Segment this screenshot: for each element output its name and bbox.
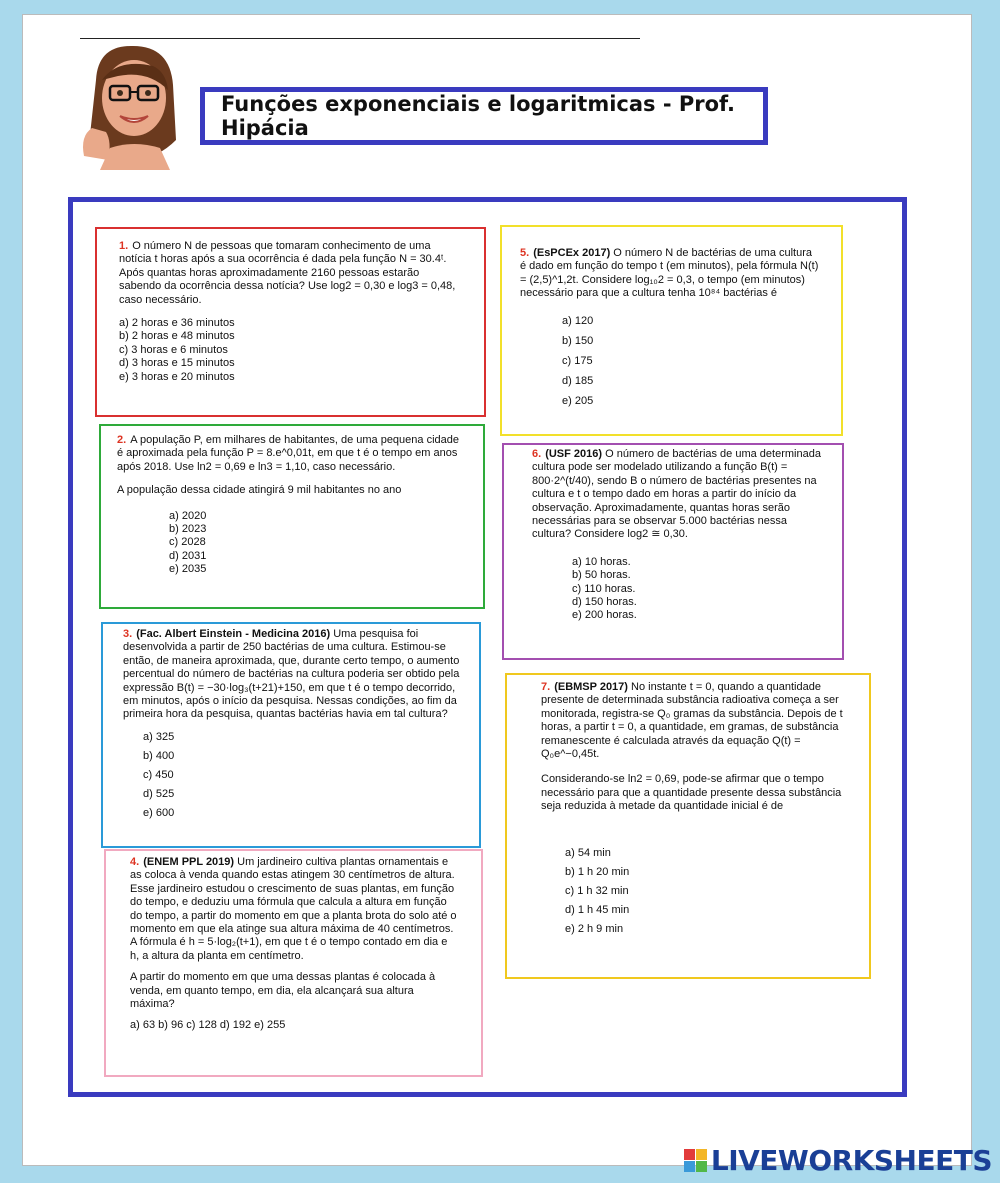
option-b[interactable]: b) 1 h 20 min [565, 865, 630, 878]
option-d[interactable]: d) 150 horas. [572, 596, 637, 609]
option-a[interactable]: a) 120 [562, 314, 594, 327]
question-5 [500, 225, 843, 436]
option-a[interactable]: a) 325 [143, 730, 175, 743]
option-a[interactable]: a) 10 horas. [572, 555, 631, 568]
option-c[interactable]: c) 3 horas e 6 minutos [119, 343, 228, 356]
option-b[interactable]: b) 150 [562, 334, 594, 347]
teacher-avatar [78, 40, 188, 170]
option-a[interactable]: a) 2020 [169, 509, 207, 522]
option-e[interactable]: e) 3 horas e 20 minutos [119, 370, 235, 383]
question-7 [505, 673, 871, 979]
question-number: 6. [532, 448, 542, 460]
question-number: 2. [117, 434, 127, 446]
answer-options [169, 510, 467, 577]
question-text: No instante t = 0, quando a quantidade presente de determinada substância radioativa começa a ser monitorada, registra-se Q₀ gramas da substância. Depois de t horas, a partir t = 0, a quantidade, em gramas, de substância remanescente é calculada através da equação Q(t) = Q₀e^−0,45t. [541, 681, 843, 761]
option-d[interactable]: d) 1 h 45 min [565, 903, 630, 916]
question-text: Um jardineiro cultiva plantas ornamentais e as coloca à venda quando estas atingem 30 centímetros de altura. Esse jardineiro estudou o crescimento de suas plantas, em função do tempo, e deduziu uma fórmula que calcula a altura em função do tempo, a partir do momento em que a planta brota do solo até o momento em que ela atinge sua altura máxima de 40 centímetros. A fórmula é h = 5·log₂(t+1), em que t é o tempo contado em dia e h, a altura da planta em centímetro. [130, 856, 457, 962]
option-b[interactable]: b) 2 horas e 48 minutos [119, 330, 235, 343]
option-d[interactable]: d) 525 [143, 787, 175, 800]
question-3 [101, 622, 481, 848]
question-source: (EsPCEx 2017) [533, 247, 611, 259]
question-source: (Fac. Albert Einstein - Medicina 2016) [136, 628, 331, 640]
question-number: 1. [119, 240, 129, 252]
question-number: 5. [520, 247, 530, 259]
liveworksheets-logo-icon [684, 1149, 707, 1172]
answer-options [119, 317, 462, 384]
option-a[interactable]: a) 54 min [565, 846, 611, 859]
question-1 [95, 227, 486, 417]
question-4 [104, 849, 483, 1077]
option-e[interactable]: e) 2 h 9 min [565, 922, 624, 935]
answer-options [562, 311, 819, 411]
liveworksheets-footer[interactable] [684, 1144, 992, 1177]
option-d[interactable]: d) 185 [562, 374, 594, 387]
option-c[interactable]: c) 2028 [169, 536, 206, 549]
answer-options [572, 556, 824, 623]
option-d[interactable]: d) 2031 [169, 549, 207, 562]
question-source: (ENEM PPL 2019) [143, 856, 235, 868]
option-c[interactable]: c) 1 h 32 min [565, 884, 629, 897]
option-b[interactable]: b) 2023 [169, 523, 207, 536]
answer-options [143, 728, 461, 823]
worksheet-title-box [200, 87, 768, 145]
question-number: 7. [541, 681, 551, 693]
question-text: O número de bactérias de uma determinada cultura pode ser modelado utilizando a função B(t) = 800·2^(t/40), sendo B o número de bactérias presentes na cultura e t o tempo dado em horas a partir do início da observação. Aproximadamente, quantas horas serão necessárias para se observar 5.000 bactérias nessa cultura? Considere log2 ≅ 0,30. [532, 448, 821, 541]
option-b[interactable]: b) 50 horas. [572, 569, 631, 582]
option-e[interactable]: e) 2035 [169, 563, 207, 576]
question-number: 3. [123, 628, 133, 640]
answer-options[interactable]: a) 63 b) 96 c) 128 d) 192 e) 255 [130, 1019, 286, 1032]
question-prompt: Considerando-se ln2 = 0,69, pode-se afirmar que o tempo necessário para que a quantidade presente dessa substância seja reduzida à metade da quantidade inicial é de [541, 773, 842, 813]
question-source: (USF 2016) [545, 448, 603, 460]
option-d[interactable]: d) 3 horas e 15 minutos [119, 357, 235, 370]
option-c[interactable]: c) 110 horas. [572, 582, 636, 595]
worksheet-title: Funções exponenciais e logaritmicas - Prof. Hipácia [221, 92, 735, 140]
name-line [80, 38, 640, 39]
option-e[interactable]: e) 205 [562, 394, 594, 407]
option-a[interactable]: a) 2 horas e 36 minutos [119, 317, 235, 330]
answer-options [565, 844, 855, 939]
option-e[interactable]: e) 600 [143, 806, 175, 819]
question-prompt: A partir do momento em que uma dessas plantas é colocada à venda, em quanto tempo, em dia, ela alcançará sua altura máxima? [130, 971, 436, 1011]
question-prompt: A população dessa cidade atingirá 9 mil habitantes no ano [117, 484, 402, 497]
option-b[interactable]: b) 400 [143, 749, 175, 762]
question-text: O número N de bactérias de uma cultura é dado em função do tempo t (em minutos), pela fórmula N(t) = (2,5)^1,2t. Considere log₁₀2 = 0,3, o tempo (em minutos) necessário para que a cultura tenha 10⁸⁴ bactérias é [520, 247, 819, 300]
question-text: A população P, em milhares de habitantes, de uma pequena cidade é aproximada pela função P = 8.e^0,01t, em que t é o tempo em anos após 2018. Use ln2 = 0,69 e ln3 = 1,10, caso necessário. [117, 434, 459, 473]
option-e[interactable]: e) 200 horas. [572, 609, 637, 622]
option-c[interactable]: c) 450 [143, 768, 174, 781]
question-text: O número N de pessoas que tomaram conhecimento de uma notícia t horas após a sua ocorrência é dada pela função N = 30.4ᵗ. Após quantas horas aproximadamente 2160 pessoas estarão sabendo da ocorrência dessa notícia? Use log2 = 0,30 e log3 = 0,48, caso necessário. [119, 240, 456, 306]
option-c[interactable]: c) 175 [562, 354, 593, 367]
question-2 [99, 424, 485, 609]
question-number: 4. [130, 856, 140, 868]
liveworksheets-brand: LIVEWORKSHEETS [710, 1144, 992, 1177]
question-source: (EBMSP 2017) [554, 681, 628, 693]
question-text: Uma pesquisa foi desenvolvida a partir de 250 bactérias de uma cultura. Estimou-se então, de maneira aproximada, que, durante certo tempo, o aumento percentual do número de bactérias na cultura poderia ser obtido pela expressão B(t) = −30·log₃(t+21)+150, em que t é o tempo decorrido, em minutos, após o início da pesquisa. Nessas condições, ao fim da primeira hora da pesquisa, quantas bactérias havia em tal cultura? [123, 628, 460, 721]
question-6 [502, 443, 844, 660]
